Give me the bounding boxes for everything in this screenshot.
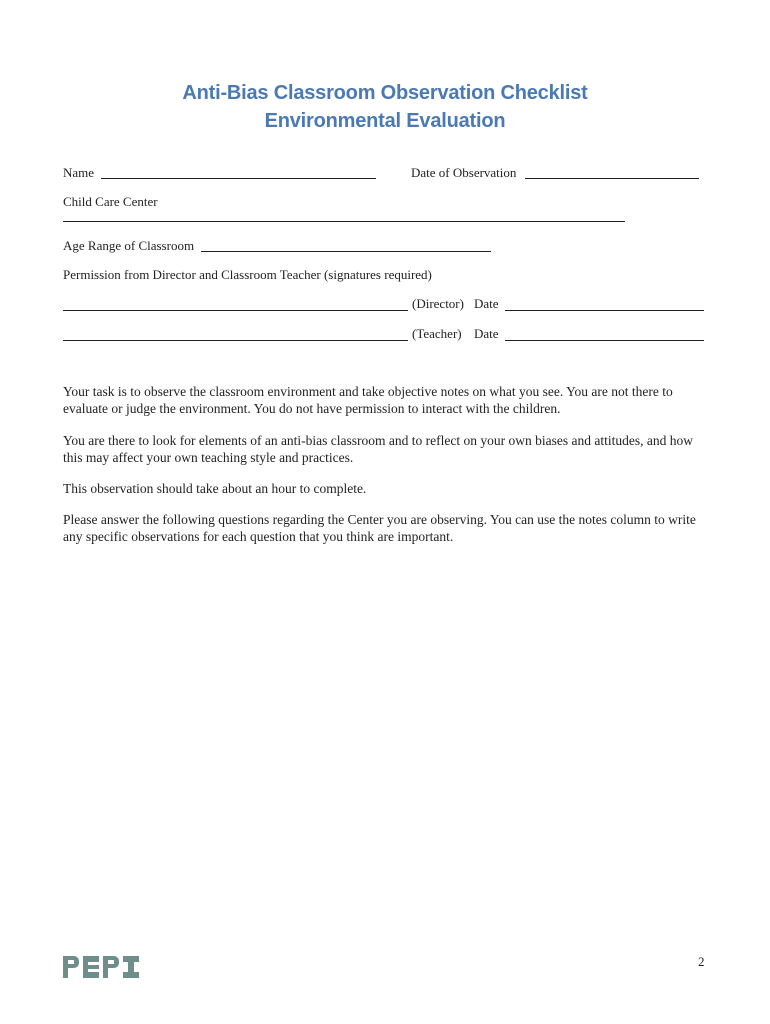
teacher-date-field[interactable] [505,340,704,341]
director-date-label: Date [474,296,499,311]
document-title: Anti-Bias Classroom Observation Checklist [182,82,588,104]
instruction-paragraph: This observation should take about an hour to complete. [63,481,367,496]
instruction-paragraph: Please answer the following questions regarding the Center you are observing. You can use the notes column to write any specific observations for each question that you think are important. [63,512,696,544]
date-of-observation-field[interactable] [525,178,699,179]
document-subtitle: Environmental Evaluation [264,110,506,132]
director-date-field[interactable] [505,310,704,311]
name-label: Name [63,165,95,180]
director-label: (Director) [412,296,464,311]
name-field[interactable] [101,178,376,179]
age-range-field[interactable] [201,251,491,252]
instruction-paragraph: You are there to look for elements of an anti-bias classroom and to reflect on your own biases and attitudes, and how this may affect your own teaching style and practices. [63,433,693,465]
pepi-logo-mark [63,954,143,980]
age-range-label: Age Range of Classroom [63,238,195,253]
child-care-center-label: Child Care Center [63,194,158,209]
director-signature-field[interactable] [63,310,408,311]
instruction-paragraph: Your task is to observe the classroom environment and take objective notes on what you see. You are not there to evaluate or judge the environment. You do not have permission to interact with the children. [63,384,673,416]
teacher-label: (Teacher) [412,326,462,341]
pepi-logo [63,954,143,985]
date-of-observation-label: Date of Observation [411,165,517,180]
child-care-center-field[interactable] [63,221,625,222]
teacher-signature-field[interactable] [63,340,408,341]
permission-label: Permission from Director and Classroom Teacher (signatures required) [63,267,432,282]
teacher-date-label: Date [474,326,499,341]
page-number: 2 [698,954,705,969]
